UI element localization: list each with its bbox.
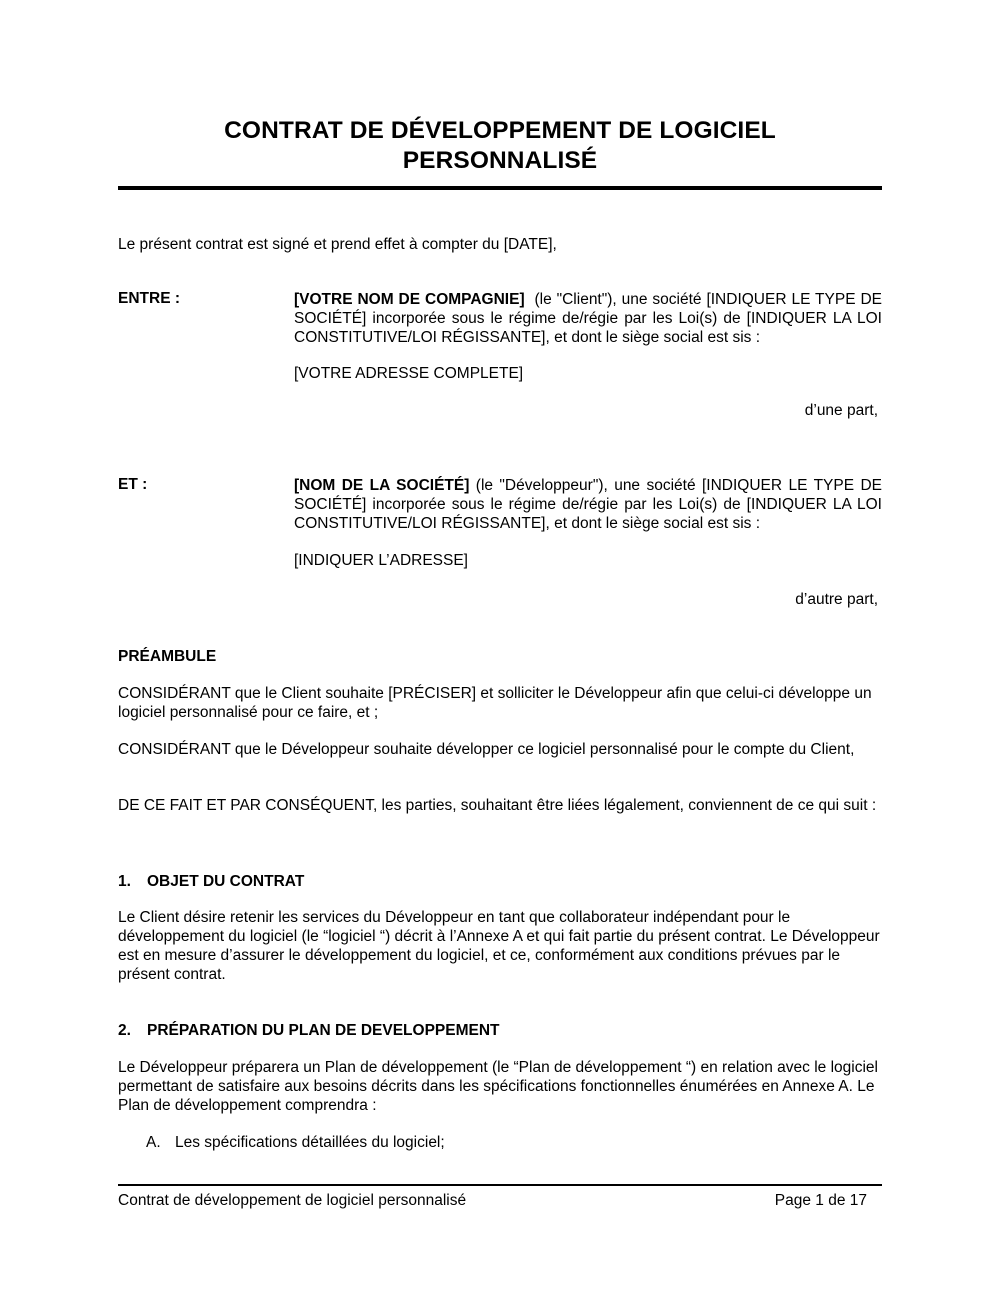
- party-2-description: [294, 476, 882, 533]
- party-1-name: [VOTRE NOM DE COMPAGNIE]: [294, 291, 525, 308]
- preamble-heading: PRÉAMBULE: [118, 648, 217, 665]
- party-1-closing: d’une part,: [804, 402, 878, 419]
- footer-page-number: Page 1 de 17: [774, 1192, 867, 1209]
- party-2-name: [NOM DE LA SOCIÉTÉ]: [294, 477, 470, 494]
- section-1-heading: [118, 872, 882, 891]
- preamble-paragraph-1: CONSIDÉRANT que le Client souhaite [PRÉCISER] et solliciter le Développeur afin que celui-ci développe un logiciel personnalisé pour ce faire, et ;: [118, 685, 872, 721]
- party-2-text: (le "Développeur"), une société [INDIQUER LE TYPE DE SOCIÉTÉ] incorporée sous le régime de/régie par les Loi(s) de [INDIQUER LA LOI CONSTITUTIVE/LOI RÉGISSANTE], et dont le siège social est sis :: [294, 477, 882, 532]
- footer-divider: [118, 1184, 882, 1186]
- document-title: [118, 116, 882, 176]
- party-1-label: ENTRE :: [118, 290, 180, 307]
- section-2-heading: [118, 1021, 882, 1040]
- preamble-paragraph-2: CONSIDÉRANT que le Développeur souhaite développer ce logiciel personnalisé pour le compte du Client,: [118, 741, 855, 758]
- party-2-closing: d’autre part,: [795, 591, 878, 608]
- party-1-description: [294, 290, 882, 347]
- party-1-address: [VOTRE ADRESSE COMPLETE]: [294, 365, 524, 382]
- section-1-title: OBJET DU CONTRAT: [147, 873, 305, 890]
- party-2-address: [INDIQUER L’ADRESSE]: [294, 552, 468, 569]
- intro-paragraph: Le présent contrat est signé et prend effet à compter du [DATE],: [118, 236, 557, 253]
- footer-document-title: Contrat de développement de logiciel personnalisé: [118, 1192, 467, 1209]
- title-line-1: CONTRAT DE DÉVELOPPEMENT DE LOGICIEL: [224, 117, 776, 144]
- section-2-number: 2.: [118, 1022, 131, 1039]
- party-1-text: (le "Client"), une société [INDIQUER LE TYPE DE SOCIÉTÉ] incorporée sous le régime de/régie par les Loi(s) de [INDIQUER LA LOI CONSTITUTIVE/LOI RÉGISSANTE], et dont le siège social est sis :: [294, 291, 882, 346]
- list-item-text: Les spécifications détaillées du logiciel;: [175, 1134, 445, 1151]
- preamble-paragraph-3: DE CE FAIT ET PAR CONSÉQUENT, les parties, souhaitant être liées légalement, conviennent de ce qui suit :: [118, 797, 877, 814]
- section-1-number: 1.: [118, 873, 131, 890]
- section-1-body: Le Client désire retenir les services du Développeur en tant que collaborateur indépendant pour le développement du logiciel (le “logiciel “) décrit à l’Annexe A et qui fait partie du présent contrat. Le Développeur est en mesure d’assurer le développement du logiciel, et ce, conformément aux conditions prévues par le présent contrat.: [118, 909, 880, 983]
- title-divider: [118, 186, 882, 190]
- list-marker: A.: [146, 1134, 161, 1151]
- title-line-2: PERSONNALISÉ: [402, 147, 598, 174]
- section-2-list-item-a: [146, 1134, 445, 1152]
- section-2-body: Le Développeur préparera un Plan de développement (le “Plan de développement “) en relation avec le logiciel permettant de satisfaire aux besoins décrits dans les spécifications fonctionnelles énumérées en Annexe A. Le Plan de développement comprendra :: [118, 1059, 878, 1114]
- party-2-label: ET :: [118, 476, 148, 493]
- section-2-title: PRÉPARATION DU PLAN DE DEVELOPPEMENT: [147, 1022, 500, 1039]
